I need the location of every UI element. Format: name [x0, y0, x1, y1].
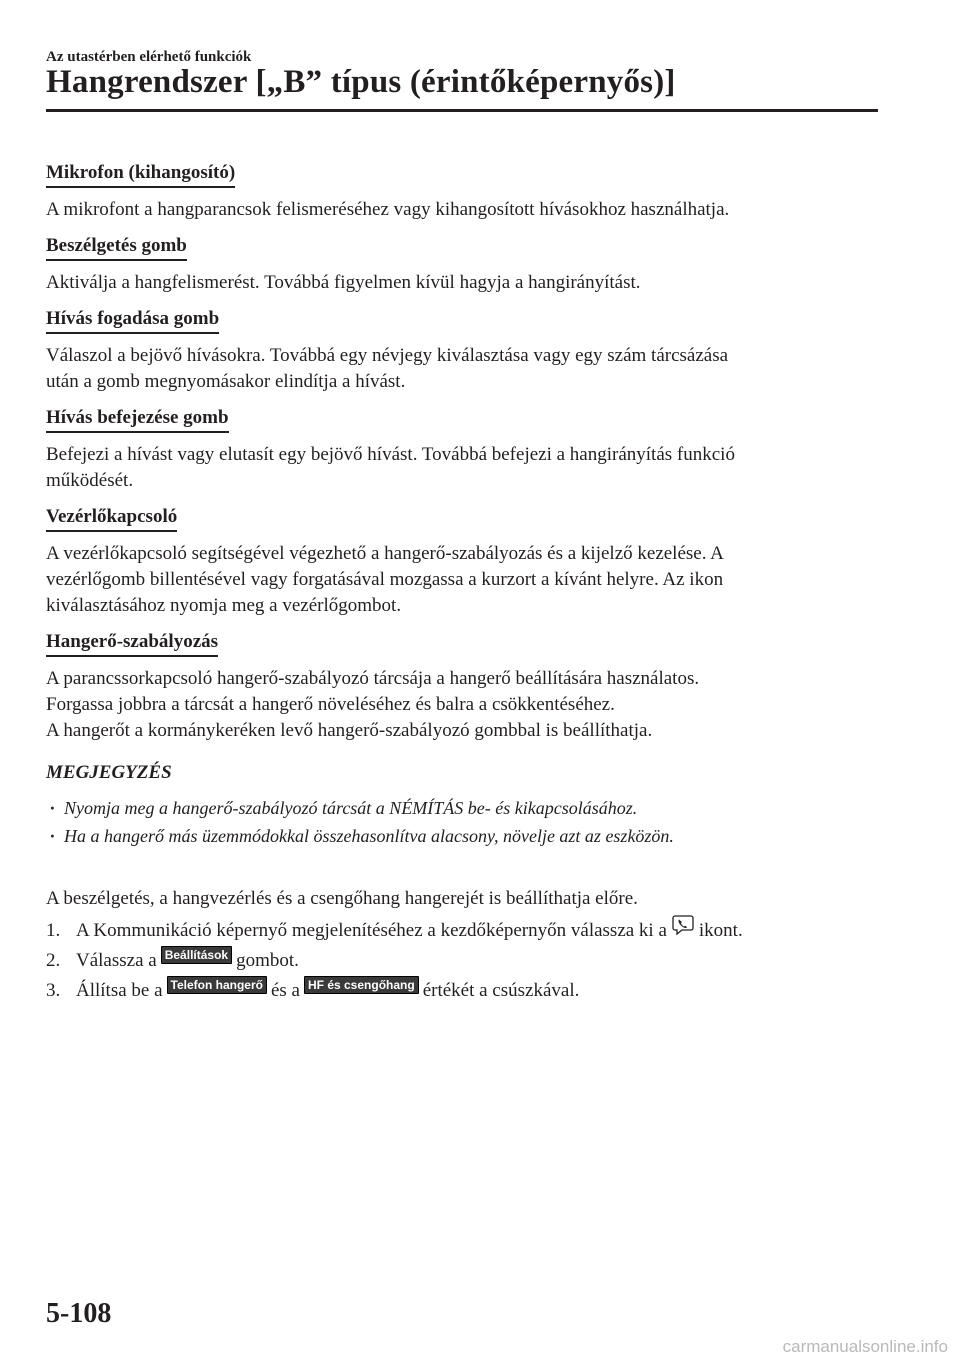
section-heading-volume-control: Hangerő-szabályozás — [46, 630, 218, 657]
step-text: A Kommunikáció képernyő megjelenítéséhez a kezdőképernyőn válassza ki a — [76, 920, 667, 941]
body-line: A hangerőt a kormánykeréken levő hangerő-szabályozó gombbal is beállíthatja. — [46, 720, 653, 741]
note-list — [46, 794, 886, 850]
section-body-pickup-button — [46, 343, 886, 395]
title-divider — [46, 109, 878, 112]
procedure-step-1 — [46, 918, 886, 944]
body-line: Forgassa jobbra a tárcsát a hangerő növeléséhez és balra a csökkentéséhez. — [46, 694, 615, 715]
step-number: 1. — [46, 920, 61, 941]
section-heading-talk-button: Beszélgetés gomb — [46, 234, 187, 261]
step-text: ikont. — [698, 920, 743, 941]
step-text: gombot. — [236, 950, 299, 971]
section-body-hangup-button — [46, 442, 886, 494]
section-body-commander-switch — [46, 541, 886, 619]
section-heading-pickup-button: Hívás fogadása gomb — [46, 307, 219, 334]
phone-volume-label: Telefon hangerő — [167, 976, 267, 994]
section-body-microphone: A mikrofont a hangparancsok felismeréséhez vagy kihangosított hívásokhoz használhatja. — [46, 199, 730, 220]
procedure-intro: A beszélgetés, a hangvezérlés és a csengőhang hangerejét is beállíthatja előre. — [46, 888, 638, 909]
step-number: 3. — [46, 980, 61, 1001]
section-heading-microphone: Mikrofon (kihangosító) — [46, 161, 235, 188]
breadcrumb: Az utastérben elérhető funkciók — [46, 49, 252, 65]
watermark: carmanualsonline.info — [782, 1337, 948, 1356]
body-line: vezérlőgomb billentésével vagy forgatásával mozgassa a kurzort a kívánt helyre. Az ikon — [46, 569, 724, 590]
settings-button-label: Beállítások — [161, 946, 232, 964]
body-line: Befejezi a hívást vagy elutasít egy bejövő hívást. Továbbá befejezi a hangirányítás funkció — [46, 444, 735, 465]
body-line: A vezérlőkapcsoló segítségével végezhető a hangerő-szabályozás és a kijelző kezelése. A — [46, 543, 724, 564]
section-body-volume-control — [46, 666, 886, 744]
page-number: 5-108 — [46, 1298, 112, 1329]
section-heading-commander-switch: Vezérlőkapcsoló — [46, 505, 177, 532]
step-text: és a — [270, 980, 300, 1001]
section-body-talk-button: Aktiválja a hangfelismerést. Továbbá figyelmen kívül hagyja a hangirányítást. — [46, 272, 641, 293]
step-text: Állítsa be a — [76, 980, 163, 1001]
step-number: 2. — [46, 950, 61, 971]
procedure-step-3 — [46, 978, 886, 1004]
body-line: kiválasztásához nyomja meg a vezérlőgombot. — [46, 595, 402, 616]
note-title: MEGJEGYZÉS — [46, 762, 172, 783]
body-line: után a gomb megnyomásakor elindítja a hívást. — [46, 371, 406, 392]
note-item: · Ha a hangerő más üzemmódokkal összehasonlítva alacsony, növelje azt az eszközön. — [46, 822, 886, 850]
step-text: értékét a csúszkával. — [422, 980, 580, 1001]
body-line: működését. — [46, 470, 134, 491]
body-line: A parancssorkapcsoló hangerő-szabályozó tárcsája a hangerő beállítására használatos. — [46, 668, 700, 689]
step-text: Válassza a — [76, 950, 157, 971]
procedure-steps — [46, 918, 886, 1004]
hf-ringtone-label: HF és csengőhang — [304, 976, 419, 994]
procedure-step-2 — [46, 948, 886, 974]
main-content — [46, 160, 886, 1008]
phone-communication-icon — [671, 913, 695, 937]
body-line: Válaszol a bejövő hívásokra. Továbbá egy névjegy kiválasztása vagy egy szám tárcsázása — [46, 345, 729, 366]
page-title: Hangrendszer [„B” típus (érintőképernyős)] — [46, 64, 676, 100]
note-item: · Nyomja meg a hangerő-szabályozó tárcsát a NÉMÍTÁS be- és kikapcsolásához. — [46, 794, 886, 822]
section-heading-hangup-button: Hívás befejezése gomb — [46, 406, 229, 433]
